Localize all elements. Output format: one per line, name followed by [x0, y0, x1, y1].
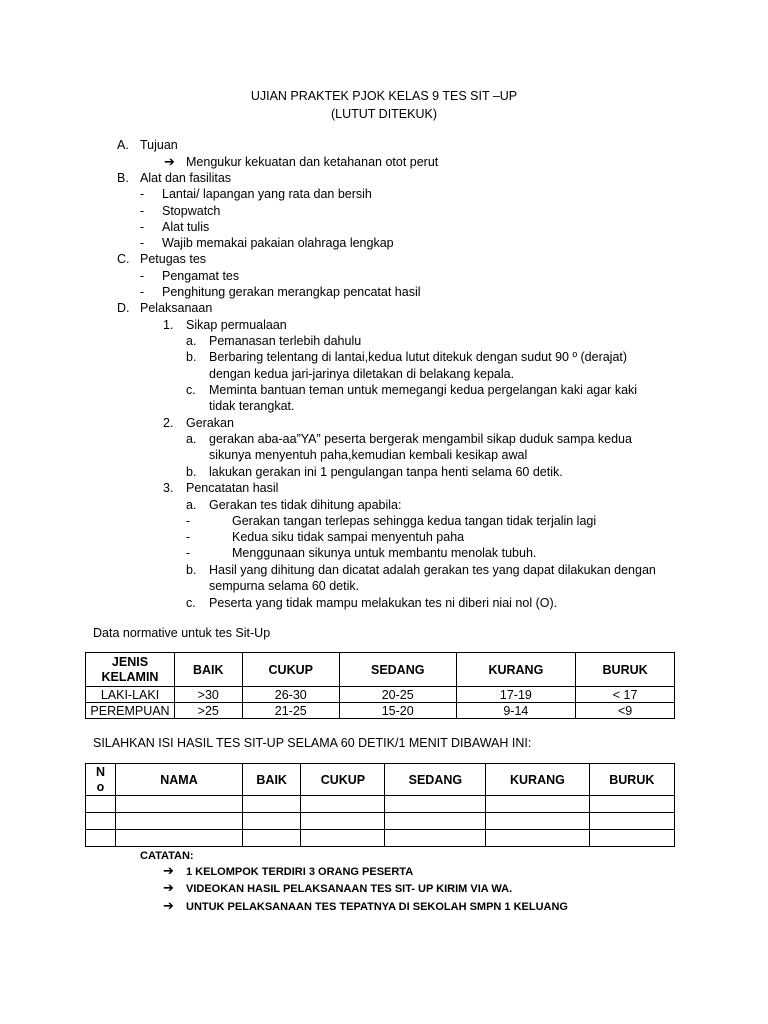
item-letter: b. — [186, 465, 197, 479]
step-label: Sikap permualaan — [186, 318, 287, 332]
header-cell: BAIK — [175, 653, 243, 687]
header-no — [86, 764, 116, 796]
table-cell: 15-20 — [339, 703, 456, 719]
empty-cell[interactable] — [301, 830, 385, 847]
header-cell: BURUK — [576, 653, 675, 687]
dash-bullet: - — [140, 187, 145, 201]
table-row — [86, 687, 675, 703]
empty-cell[interactable] — [116, 796, 243, 813]
note-item: 1 KELOMPOK TERDIRI 3 ORANG PESERTA — [186, 866, 414, 878]
item-text: Pemanasan terlebih dahulu — [209, 334, 362, 348]
fill-caption: SILAHKAN ISI HASIL TES SIT-UP SELAMA 60 DETIK/1 MENIT DIBAWAH INI: — [93, 736, 532, 750]
header-cell: NAMA — [116, 764, 243, 796]
header-gender — [86, 653, 175, 687]
dash-bullet: - — [186, 546, 191, 560]
header-cell: CUKUP — [242, 653, 339, 687]
item-text: tidak terangkat. — [209, 399, 295, 413]
section-d-letter: D. — [117, 301, 130, 315]
normative-table — [85, 652, 675, 719]
step-label: Gerakan — [186, 416, 234, 430]
empty-cell[interactable] — [486, 813, 589, 830]
notes-title: CATATAN: — [140, 850, 194, 862]
section-a-letter: A. — [117, 138, 129, 152]
empty-cell[interactable] — [385, 796, 486, 813]
item-text: Berbaring telentang di lantai,kedua lutut ditekuk dengan sudut 90 º (derajat) — [209, 350, 628, 364]
dash-bullet: - — [140, 285, 145, 299]
section-a-item: Mengukur kekuatan dan ketahanan otot perut — [186, 155, 439, 169]
section-b-item: Stopwatch — [162, 204, 221, 218]
section-c-item: Pengamat tes — [162, 269, 240, 283]
empty-cell[interactable] — [243, 813, 301, 830]
table-cell: 20-25 — [339, 687, 456, 703]
empty-cell[interactable] — [86, 830, 116, 847]
item-letter: a. — [186, 498, 197, 512]
table-cell: >25 — [175, 703, 243, 719]
section-b-item: Wajib memakai pakaian olahraga lengkap — [162, 236, 394, 250]
empty-cell[interactable] — [589, 813, 674, 830]
dash-bullet: - — [140, 269, 145, 283]
table-cell: >30 — [175, 687, 243, 703]
empty-cell[interactable] — [243, 796, 301, 813]
empty-cell[interactable] — [385, 830, 486, 847]
section-c-item: Penghitung gerakan merangkap pencatat hasil — [162, 285, 421, 299]
section-c-letter: C. — [117, 252, 130, 266]
header-cell: CUKUP — [301, 764, 385, 796]
section-b-label: Alat dan fasilitas — [140, 171, 232, 185]
header-cell: SEDANG — [385, 764, 486, 796]
empty-cell[interactable] — [301, 813, 385, 830]
item-text: Gerakan tangan terlepas sehingga kedua tangan tidak terjalin lagi — [232, 514, 597, 528]
header-cell: SEDANG — [339, 653, 456, 687]
dash-bullet: - — [140, 204, 145, 218]
empty-cell[interactable] — [116, 813, 243, 830]
header-cell: KURANG — [486, 764, 589, 796]
table-cell: 26-30 — [242, 687, 339, 703]
item-text: Meminta bantuan teman untuk memegangi kedua pergelangan kaki agar kaki — [209, 383, 638, 397]
item-letter: b. — [186, 350, 197, 364]
header-no-line2: o — [96, 779, 105, 794]
results-table — [85, 763, 675, 847]
header-gender-line1: JENIS — [111, 654, 149, 669]
item-text: gerakan aba-aa”YA” peserta bergerak mengambil sikap duduk sampa kedua — [209, 432, 632, 446]
table-cell: <9 — [576, 703, 675, 719]
header-no-line1: N — [95, 764, 106, 779]
arrow-bullet-icon: ➔ — [164, 154, 175, 169]
page-title: UJIAN PRAKTEK PJOK KELAS 9 TES SIT –UP — [250, 89, 518, 103]
header-cell: KURANG — [456, 653, 576, 687]
table-header-row — [86, 764, 675, 796]
table-cell: < 17 — [576, 687, 675, 703]
item-letter: c. — [186, 596, 196, 610]
item-text: Menggunaan sikunya untuk membantu menolak tubuh. — [232, 546, 537, 560]
row-label: LAKI-LAKI — [86, 687, 175, 703]
step-label: Pencatatan hasil — [186, 481, 279, 495]
empty-cell[interactable] — [486, 830, 589, 847]
step-number: 3. — [163, 481, 174, 495]
item-text: sempurna selama 60 detik. — [209, 579, 360, 593]
dash-bullet: - — [140, 236, 145, 250]
dash-bullet: - — [186, 530, 191, 544]
empty-cell[interactable] — [116, 830, 243, 847]
item-text: Gerakan tes tidak dihitung apabila: — [209, 498, 402, 512]
table-cell: 21-25 — [242, 703, 339, 719]
header-cell: BURUK — [589, 764, 674, 796]
item-letter: b. — [186, 563, 197, 577]
empty-row — [86, 830, 675, 847]
section-b-item: Lantai/ lapangan yang rata dan bersih — [162, 187, 372, 201]
empty-row — [86, 796, 675, 813]
table-header-row — [86, 653, 675, 687]
normative-caption: Data normative untuk tes Sit-Up — [93, 626, 271, 640]
step-number: 1. — [163, 318, 174, 332]
table-cell: 9-14 — [456, 703, 576, 719]
item-letter: a. — [186, 334, 197, 348]
item-text: sikunya menyentuh paha,kemudian kembali kesikap awal — [209, 448, 528, 462]
arrow-bullet-icon: ➔ — [163, 863, 174, 878]
empty-cell[interactable] — [301, 796, 385, 813]
item-text: Peserta yang tidak mampu melakukan tes ni diberi niai nol (O). — [209, 596, 558, 610]
item-letter: a. — [186, 432, 197, 446]
note-item: VIDEOKAN HASIL PELAKSANAAN TES SIT- UP KIRIM VIA WA. — [186, 883, 513, 895]
empty-cell[interactable] — [86, 796, 116, 813]
empty-cell[interactable] — [486, 796, 589, 813]
step-number: 2. — [163, 416, 174, 430]
dash-bullet: - — [140, 220, 145, 234]
table-cell: 17-19 — [456, 687, 576, 703]
empty-cell[interactable] — [589, 796, 674, 813]
dash-bullet: - — [186, 514, 191, 528]
empty-cell[interactable] — [589, 830, 674, 847]
arrow-bullet-icon: ➔ — [163, 880, 174, 895]
header-cell: BAIK — [243, 764, 301, 796]
item-text: dengan kedua jari-jarinya diletakan di belakang kepala. — [209, 367, 515, 381]
section-d-label: Pelaksanaan — [140, 301, 213, 315]
section-a-label: Tujuan — [140, 138, 178, 152]
item-text: Hasil yang dihitung dan dicatat adalah gerakan tes yang dapat dilakukan dengan — [209, 563, 656, 577]
empty-cell[interactable] — [243, 830, 301, 847]
header-gender-line2: KELAMIN — [101, 669, 159, 684]
section-b-letter: B. — [117, 171, 129, 185]
arrow-bullet-icon: ➔ — [163, 898, 174, 913]
section-b-item: Alat tulis — [162, 220, 210, 234]
section-c-label: Petugas tes — [140, 252, 207, 266]
empty-cell[interactable] — [86, 813, 116, 830]
note-item: UNTUK PELAKSANAAN TES TEPATNYA DI SEKOLAH SMPN 1 KELUANG — [186, 901, 568, 913]
row-label: PEREMPUAN — [86, 703, 175, 719]
item-letter: c. — [186, 383, 196, 397]
empty-row — [86, 813, 675, 830]
item-text: lakukan gerakan ini 1 pengulangan tanpa henti selama 60 detik. — [209, 465, 563, 479]
table-row — [86, 703, 675, 719]
empty-cell[interactable] — [385, 813, 486, 830]
page-subtitle: (LUTUT DITEKUK) — [330, 107, 438, 121]
item-text: Kedua siku tidak sampai menyentuh paha — [232, 530, 465, 544]
